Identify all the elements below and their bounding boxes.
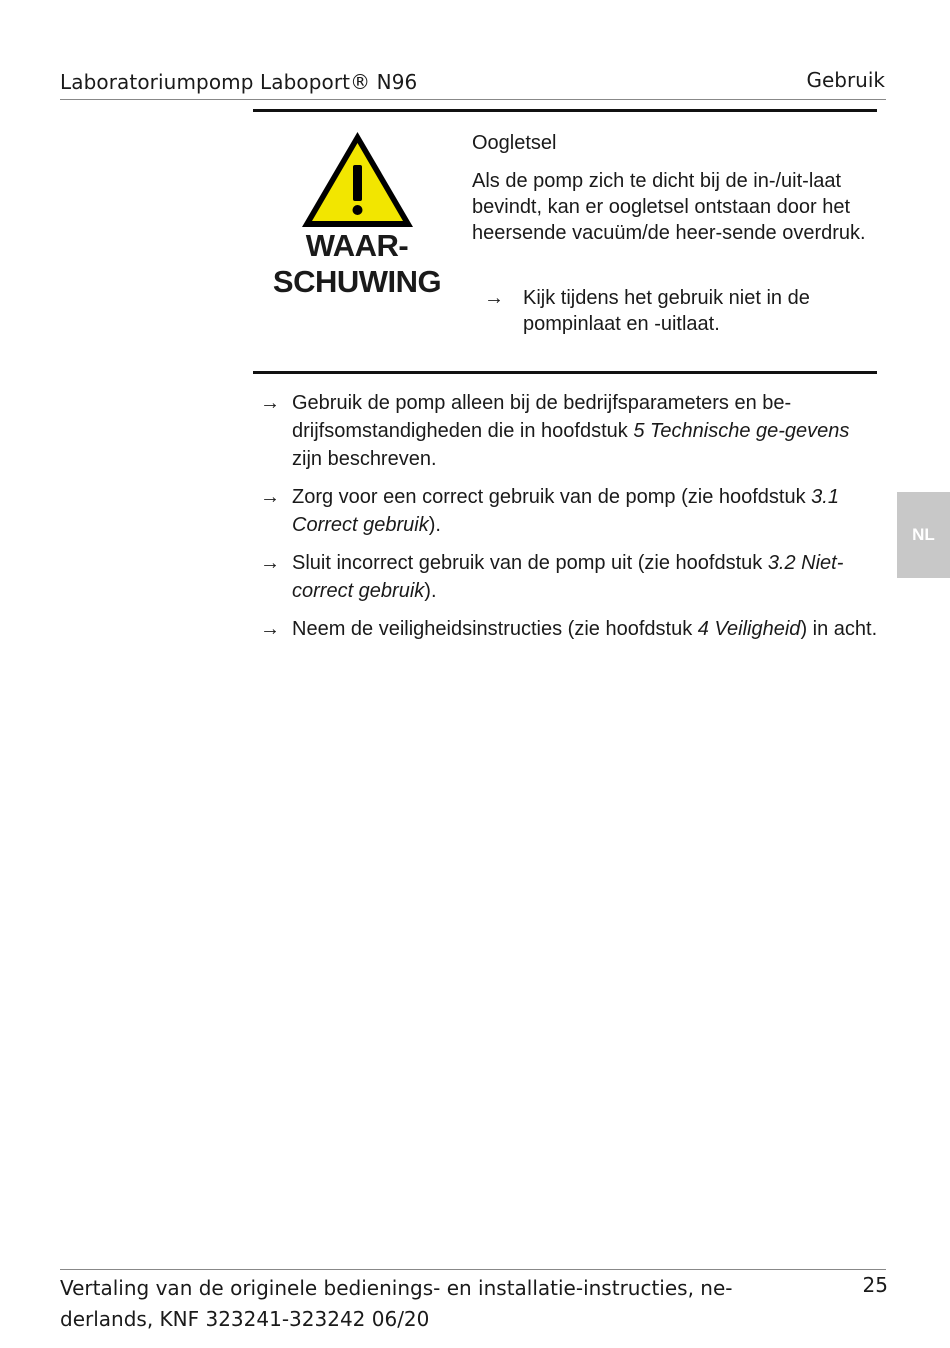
language-tab-label: NL <box>912 525 935 544</box>
chapter-reference: 3.2 Niet-correct gebruik <box>292 552 844 602</box>
footer-text <box>60 1273 760 1335</box>
warning-action <box>484 285 874 337</box>
warning-exclamation-bar <box>353 165 362 201</box>
header-divider <box>60 99 886 100</box>
arrow-right-icon: → <box>260 392 280 414</box>
instruction-item <box>260 615 880 643</box>
arrow-right-icon: → <box>260 486 280 508</box>
arrow-right-icon: → <box>260 552 280 574</box>
arrow-right-icon: → <box>484 287 504 309</box>
warning-top-divider <box>253 109 877 112</box>
instruction-text: Zorg voor een correct gebruik van de pomp (zie hoofdstuk <box>292 486 812 508</box>
instruction-text-end: zijn beschreven. <box>292 448 437 470</box>
footer-text-line2: derlands, KNF 323241-323242 06/20 <box>60 1307 430 1331</box>
warning-bottom-divider <box>253 371 877 374</box>
header-section: Gebruik <box>806 68 885 92</box>
footer-text-line1: Vertaling van de originele bedienings- en installatie-instructies, ne- <box>60 1276 733 1300</box>
instruction-text-end: ) in acht. <box>800 618 878 640</box>
warning-action-text: Kijk tijdens het gebruik niet in de pompinlaat en -uitlaat. <box>523 287 810 335</box>
instruction-text: Sluit incorrect gebruik van de pomp uit (zie hoofdstuk <box>292 552 768 574</box>
instruction-list <box>260 389 880 653</box>
instruction-text-end: ). <box>428 514 441 536</box>
arrow-right-icon: → <box>260 618 280 640</box>
warning-signal-word-line2: SCHUWING <box>272 264 442 299</box>
instruction-item <box>260 389 880 473</box>
instruction-item <box>260 483 880 539</box>
chapter-reference: 5 Technische ge-gevens <box>633 420 850 442</box>
warning-title: Oogletsel <box>472 132 557 154</box>
warning-signal-word <box>262 228 452 300</box>
instruction-text: Gebruik de pomp alleen bij de bedrijfsparameters en be-drijfsomstandigheden die in hoofdstuk <box>292 392 792 442</box>
warning-body: Als de pomp zich te dicht bij de in-/uit-laat bevindt, kan er oogletsel ontstaan door het heersende vacuüm/de heer-sende overdruk. <box>472 170 866 244</box>
language-tab <box>897 492 950 578</box>
chapter-reference: 4 Veiligheid <box>697 618 801 640</box>
warning-signal-word-line1: WAAR- <box>305 228 409 263</box>
chapter-reference: 3.1 Correct gebruik <box>292 486 839 536</box>
instruction-text: Neem de veiligheidsinstructies (zie hoofdstuk <box>292 618 698 640</box>
page-number: 25 <box>862 1273 888 1297</box>
header-title: Laboratoriumpomp Laboport® N96 <box>60 70 418 94</box>
footer-divider <box>60 1269 886 1270</box>
instruction-item <box>260 549 880 605</box>
warning-triangle-icon <box>300 130 415 230</box>
warning-exclamation-dot <box>353 205 363 215</box>
instruction-text-end: ). <box>424 580 437 602</box>
